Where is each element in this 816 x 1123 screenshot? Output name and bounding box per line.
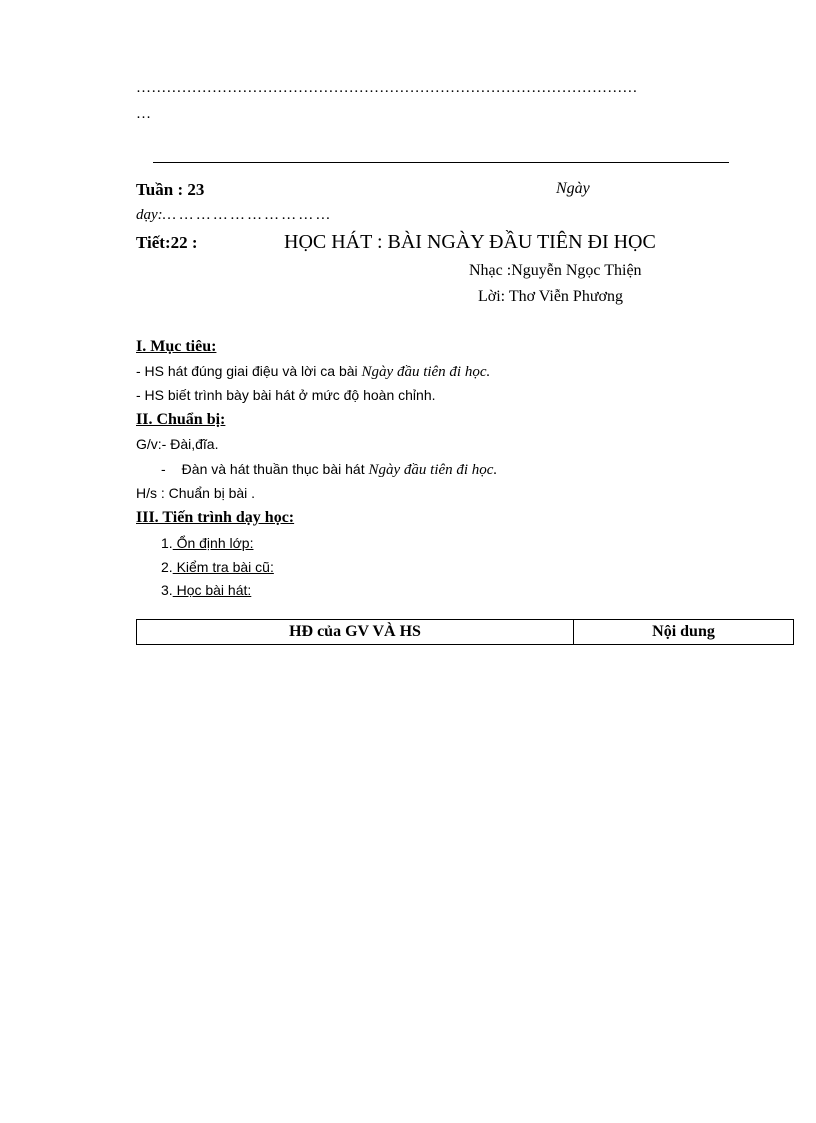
step-3-label: Học bài hát: (172, 582, 252, 598)
date-value: dạy:… … … … … … … … … … (136, 207, 330, 223)
step-1 (161, 535, 253, 551)
table-header-row (137, 620, 794, 645)
step-2-num: 2. (161, 559, 173, 575)
step-3-num: 3. (161, 582, 173, 598)
student-prep: H/s : Chuẩn bị bài . (136, 485, 256, 501)
dotted-line-2: … (136, 106, 151, 122)
teacher-prep-2 (161, 461, 497, 479)
objective-1-text: - HS hát đúng giai điệu và lời ca bài (136, 363, 362, 379)
preparation-heading: II. Chuẩn bị: (136, 411, 226, 428)
step-3 (161, 582, 251, 598)
step-1-label: Ổn định lớp: (172, 535, 254, 551)
song-name: Ngày đầu tiên đi học. (361, 364, 491, 380)
objective-2: - HS biết trình bày bài hát ở mức độ hoàn chỉnh. (136, 387, 436, 403)
process-heading: III. Tiến trình dạy học: (136, 509, 295, 526)
song-name-2: Ngày đầu tiên đi học. (368, 462, 498, 478)
teacher-prep-2-text: Đàn và hát thuần thục bài hát (181, 461, 369, 477)
objective-1 (136, 363, 490, 381)
step-2 (161, 559, 274, 575)
objectives-heading: I. Mục tiêu: (136, 338, 217, 355)
col-activities: HĐ của GV VÀ HS (137, 620, 574, 645)
dotted-line-1: ……………………………………………………………………………………… (136, 80, 638, 96)
lesson-title: HỌC HÁT : BÀI NGÀY ĐẦU TIÊN ĐI HỌC (284, 231, 656, 253)
date-label: Ngày (556, 180, 590, 197)
lyricist-line: Lời: Thơ Viễn Phương (478, 288, 623, 305)
step-2-label: Kiểm tra bài cũ: (172, 559, 274, 575)
teacher-prep: G/v:- Đài,đĩa. (136, 436, 219, 452)
period-label: Tiết:22 : (136, 233, 198, 252)
col-content: Nội dung (574, 620, 794, 645)
lesson-plan-table (136, 619, 794, 645)
week-label: Tuần : 23 (136, 180, 205, 199)
bullet-dash: - (161, 461, 166, 477)
composer-line: Nhạc :Nguyễn Ngọc Thiện (469, 262, 642, 279)
step-1-num: 1. (161, 535, 173, 551)
horizontal-rule (153, 162, 729, 163)
